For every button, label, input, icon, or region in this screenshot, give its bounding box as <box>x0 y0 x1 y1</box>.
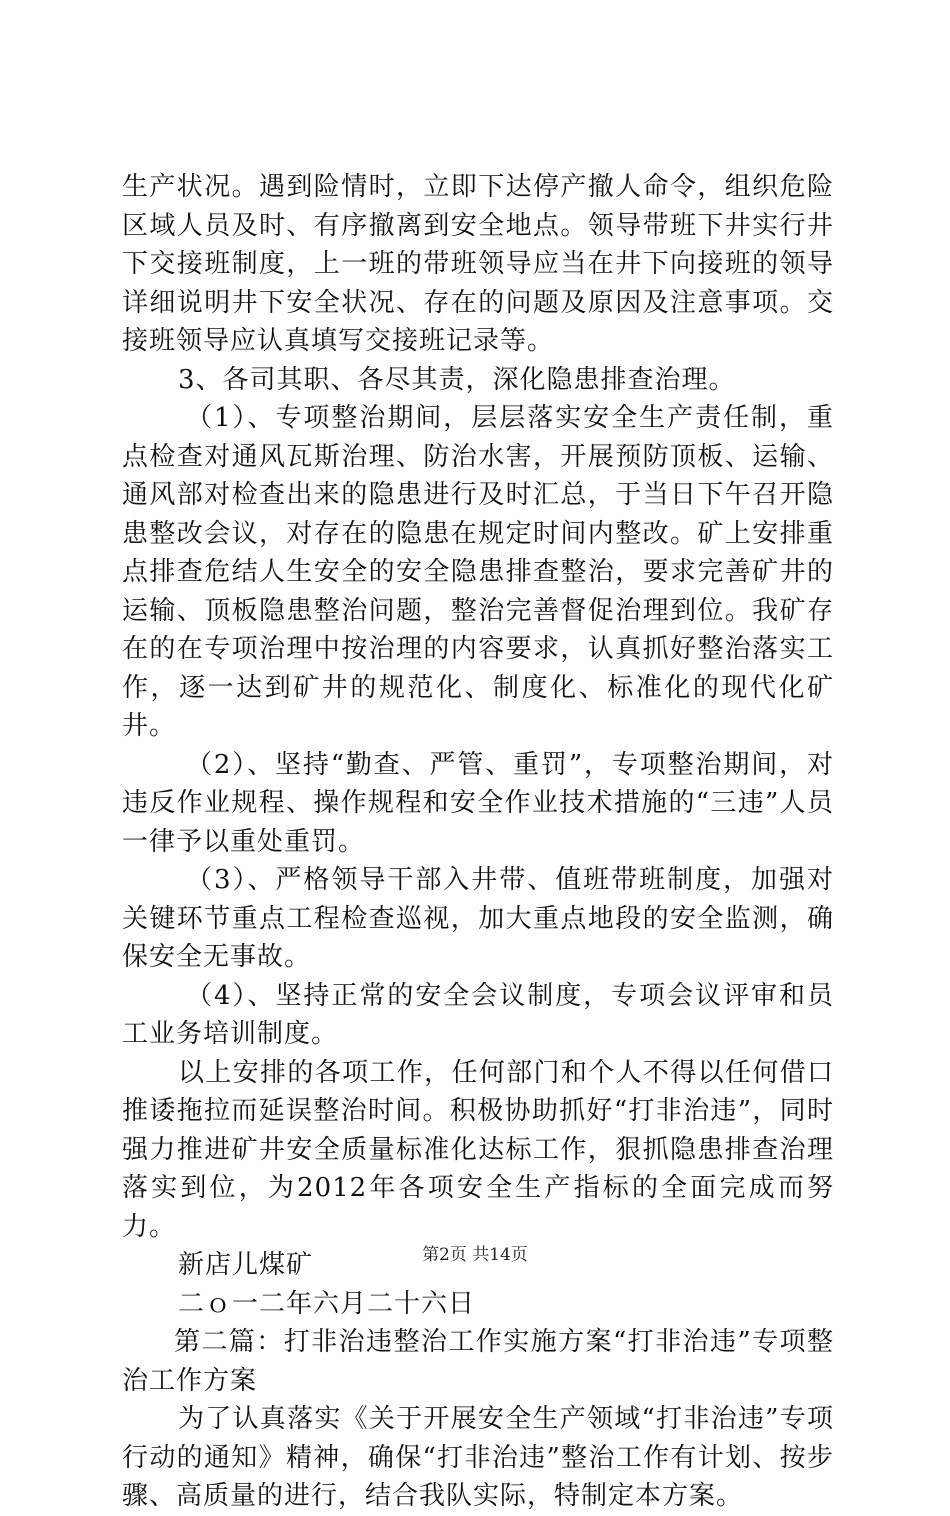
document-body <box>122 168 834 1516</box>
paragraph-item-1: （1）、专项整治期间，层层落实安全生产责任制，重点检查对通风瓦斯治理、防治水害，开展预防顶板、运输、通风部对检查出来的隐患进行及时汇总，于当日下午召开隐患整改会议，对存在的隐患在规定时间内整改。矿上安排重点排查危结人生安全的安全隐患排查整治，要求完善矿井的运输、顶板隐患整治问题，整治完善督促治理到位。我矿存在的在专项治理中按治理的内容要求，认真抓好整治落实工作，逐一达到矿井的规范化、制度化、标准化的现代化矿井。 <box>122 403 834 741</box>
signature-date: 二ｏ一二年六月二十六日 <box>178 1288 476 1319</box>
section-heading: 3、各司其职、各尽其责，深化隐患排查治理。 <box>178 364 736 395</box>
paragraph-summary: 以上安排的各项工作，任何部门和个人不得以任何借口推诿拖拉而延误整治时间。积极协助抓好“打非治违”，同时强力推进矿井安全质量标准化达标工作，狠抓隐患排查治理落实到位，为2012年各项安全生产指标的全面完成而努力。 <box>122 1057 834 1242</box>
part-two-intro: 为了认真落实《关于开展安全生产领域“打非治违”专项行动的通知》精神，确保“打非治违”整治工作有计划、按步骤、高质量的进行，结合我队实际，特制定本方案。 <box>122 1404 834 1511</box>
paragraph-item-4: （4）、坚持正常的安全会议制度，专项会议评审和员工业务培训制度。 <box>122 980 834 1049</box>
paragraph-item-3: （3）、严格领导干部入井带、值班带班制度，加强对关键环节重点工程检查巡视，加大重点地段的安全监测，确保安全无事故。 <box>122 865 834 972</box>
paragraph-continued: 生产状况。遇到险情时，立即下达停产撤人命令，组织危险区域人员及时、有序撤离到安全地点。领导带班下井实行井下交接班制度，上一班的带班领导应当在井下向接班的领导详细说明井下安全状况、存在的问题及原因及注意事项。交接班领导应认真填写交接班记录等。 <box>122 172 834 356</box>
part-two-title: 第二篇：打非治违整治工作实施方案“打非治违”专项整治工作方案 <box>122 1327 834 1396</box>
page-number-footer: 第2页 共14页 <box>422 1245 528 1265</box>
signature-organization: 新店儿煤矿 <box>178 1250 314 1280</box>
paragraph-item-2: （2）、坚持“勤查、严管、重罚”，专项整治期间，对违反作业规程、操作规程和安全作业技术措施的“三违”人员一律予以重处重罚。 <box>122 749 834 857</box>
